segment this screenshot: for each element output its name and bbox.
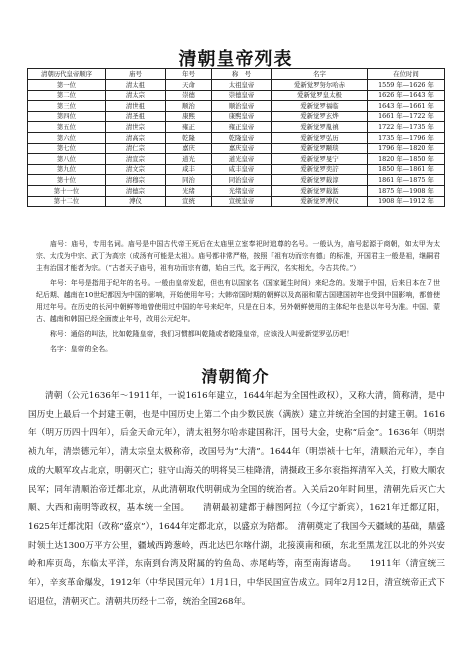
table-cell: 1850 年—1861 年: [368, 164, 445, 175]
header-cell: 庙号: [106, 69, 166, 80]
table-cell: 第五位: [28, 122, 106, 133]
table-cell: 第十位: [28, 175, 106, 186]
table-cell: 宣统皇帝: [212, 196, 272, 207]
note-name: 名字：皇帝的全名。: [50, 345, 113, 353]
table-cell: 同治皇帝: [212, 175, 272, 186]
header-cell: 称 号: [212, 69, 272, 80]
emperor-table-body: [28, 69, 445, 207]
table-cell: 清世宗: [106, 122, 166, 133]
table-cell: 爱新觉罗皇太极: [272, 90, 368, 101]
header-cell: 清朝历代皇帝顺序: [28, 69, 106, 80]
table-cell: 爱新觉罗努尔哈赤: [272, 80, 368, 91]
table-row: [28, 185, 445, 196]
emperor-table: [27, 68, 445, 207]
table-cell: 道光皇帝: [212, 154, 272, 165]
table-cell: 爱新觉罗玄烨: [272, 111, 368, 122]
table-cell: 清仁宗: [106, 143, 166, 154]
table-cell: 第十二位: [28, 196, 106, 207]
table-cell: 第九位: [28, 164, 106, 175]
notes-section: [36, 238, 440, 358]
table-cell: 第六位: [28, 132, 106, 143]
intro-section: [28, 387, 445, 611]
table-cell: 天命: [166, 80, 212, 91]
table-row: [28, 80, 445, 91]
table-row: [28, 196, 445, 207]
table-cell: 爱新觉罗奕詝: [272, 164, 368, 175]
table-row: [28, 132, 445, 143]
page-title: 清朝皇帝列表: [178, 49, 293, 70]
table-cell: 爱新觉罗载淳: [272, 175, 368, 186]
table-cell: 1796 年—1820 年: [368, 143, 445, 154]
table-cell: 1735 年—1796 年: [368, 132, 445, 143]
table-cell: 第八位: [28, 154, 106, 165]
table-cell: 清穆宗: [106, 175, 166, 186]
table-cell: 清宣宗: [106, 154, 166, 165]
table-cell: 咸丰: [166, 164, 212, 175]
table-cell: 1908 年—1912 年: [368, 196, 445, 207]
table-cell: 太祖皇帝: [212, 80, 272, 91]
table-cell: 爱新觉罗福临: [272, 101, 368, 112]
table-row: [28, 143, 445, 154]
table-cell: 咸丰皇帝: [212, 164, 272, 175]
table-cell: 第三位: [28, 101, 106, 112]
table-cell: 崇德: [166, 90, 212, 101]
table-cell: 清圣祖: [106, 111, 166, 122]
table-row: [28, 90, 445, 101]
table-cell: 清世祖: [106, 101, 166, 112]
table-cell: 道光: [166, 154, 212, 165]
table-cell: 顺治皇帝: [212, 101, 272, 112]
table-cell: 清太祖: [106, 80, 166, 91]
table-cell: 康熙皇帝: [212, 111, 272, 122]
table-cell: 爱新觉罗颙琰: [272, 143, 368, 154]
table-cell: 清德宗: [106, 185, 166, 196]
table-cell: 清太宗: [106, 90, 166, 101]
table-cell: 同治: [166, 175, 212, 186]
table-cell: 1643 年—1661 年: [368, 101, 445, 112]
intro-paragraph: 清朝（公元1636年～1911年，一说1616年建立，1644年起为全国性政权），又称大清，简称清，是中国历史上最后一个封建王朝，也是中国历史上第二个由少数民族（满族）建立并统治全国的封建王朝。1616年（明万历四十四年），后金天命元年），清太祖努尔哈赤建国称汗，国号大金，史称“后金”。1636年（明崇祯九年，清崇德元年），清太宗皇太极称帝，改国号为“大清”。1644年（明崇祯十七年，清顺治元年），李自成的大顺军攻占北京，明朝灭亡；驻守山海关的明将吴三桂降清，清摄政王多尔衮指挥清军入关，打败大顺农民军；同年清顺治帝迁都北京，从此清朝取代明朝成为全国的统治者。入关后20年时间里，清朝先后灭亡大顺、大西和南明等政权，基本统一全国。 清朝最初建都于赫图阿拉（今辽宁新宾），1621年迁都辽阳，1625年迁都沈阳（改称“盛京”），1644年定都北京，以盛京为陪都。 清朝奠定了我国今天疆域的基础，鼎盛时领土达1300万平方公里，疆域西跨葱岭，西北达巴尔喀什湖，北接漠南和硕，东北至黑龙江以北的外兴安岭和库页岛，东临太平洋，东南到台湾及附属的钓鱼岛、赤尾屿等，南至南海诸岛。 1911年（清宣统三年），辛亥革命爆发，1912年（中华民国元年）1月1日，中华民国宣告成立。同年2月12日，清宣统帝正式下诏退位，清朝灭亡。清朝共历经十二帝，统治全国268年。: [28, 391, 445, 607]
table-row: [28, 101, 445, 112]
table-row: [28, 164, 445, 175]
table-cell: 嘉庆皇帝: [212, 143, 272, 154]
table-cell: 1661 年—1722 年: [368, 111, 445, 122]
table-cell: 乾隆: [166, 132, 212, 143]
table-cell: 1861 年—1875 年: [368, 175, 445, 186]
table-cell: 爱新觉罗弘历: [272, 132, 368, 143]
table-cell: 第十一位: [28, 185, 106, 196]
table-cell: 嘉庆: [166, 143, 212, 154]
table-row: [28, 175, 445, 186]
table-cell: 第七位: [28, 143, 106, 154]
header-cell: 名字: [272, 69, 368, 80]
table-cell: 清文宗: [106, 164, 166, 175]
table-cell: 光绪皇帝: [212, 185, 272, 196]
table-cell: 光绪: [166, 185, 212, 196]
section-title: 清朝简介: [201, 367, 270, 386]
table-cell: 爱新觉罗胤禛: [272, 122, 368, 133]
table-cell: 1875 年—1908 年: [368, 185, 445, 196]
table-cell: 爱新觉罗旻宁: [272, 154, 368, 165]
table-cell: 1559 年—1626 年: [368, 80, 445, 91]
table-cell: 溥仪: [106, 196, 166, 207]
table-cell: 第四位: [28, 111, 106, 122]
table-cell: 乾隆皇帝: [212, 132, 272, 143]
table-cell: 宣统: [166, 196, 212, 207]
table-cell: 康熙: [166, 111, 212, 122]
table-cell: 清高宗: [106, 132, 166, 143]
table-cell: 1626 年—1643 年: [368, 90, 445, 101]
header-cell: 在位时间: [368, 69, 445, 80]
table-cell: 1722 年—1735 年: [368, 122, 445, 133]
table-cell: 1820 年—1850 年: [368, 154, 445, 165]
table-row: [28, 122, 445, 133]
table-header-row: [28, 69, 445, 80]
table-cell: 第一位: [28, 80, 106, 91]
table-cell: 第二位: [28, 90, 106, 101]
table-cell: 崇德皇帝: [212, 90, 272, 101]
table-cell: 爱新觉罗溥仪: [272, 196, 368, 207]
note-era-name: 年号：年号是指用于纪年的名号。一般由皇帝发起，但也有以国家名（国家诞生时间）来纪念的。发端于中国，后来日本在７世纪后期、越南在10世纪都因为中国的影响，开始使用年号；大韩帝国时期的朝鲜以及高丽和蒙古国建国初年也受到中国影响，都曾使用过年号。在历史的长河中朝鲜等地曾使用过中国的年号来纪年，只是在日本，另外朝鲜使用的主体纪年也是以年号为准。中国、蒙古、越南和韩国已经全面废止年号，改用公元纪年。: [36, 279, 440, 323]
note-title: 称号：通俗的叫法，比如乾隆皇帝，我们习惯都叫乾隆或者乾隆皇帝，应该没人叫爱新觉罗弘历吧！: [50, 330, 354, 338]
header-cell: 年号: [166, 69, 212, 80]
table-row: [28, 154, 445, 165]
table-row: [28, 111, 445, 122]
table-cell: 雍正皇帝: [212, 122, 272, 133]
table-cell: 顺治: [166, 101, 212, 112]
table-cell: 爱新觉罗载湉: [272, 185, 368, 196]
note-temple-name: 庙号：庙号，专用名词。庙号是中国古代帝王死后在太庙里立室奉祀时追尊的名号。一般认为，庙号起源于商朝，如太甲为太宗、太戊为中宗、武丁为高宗（成汤有可能是太祖）。庙号都非常严格，按照「祖有功而宗有德」的标准，开国君主一般是祖，继嗣君主有治国才能者为宗。（“古者天子庙号，祖有功而宗有德，始自三代，迄于两汉，名实相允，今古共传。”）: [36, 240, 440, 272]
table-cell: 雍正: [166, 122, 212, 133]
